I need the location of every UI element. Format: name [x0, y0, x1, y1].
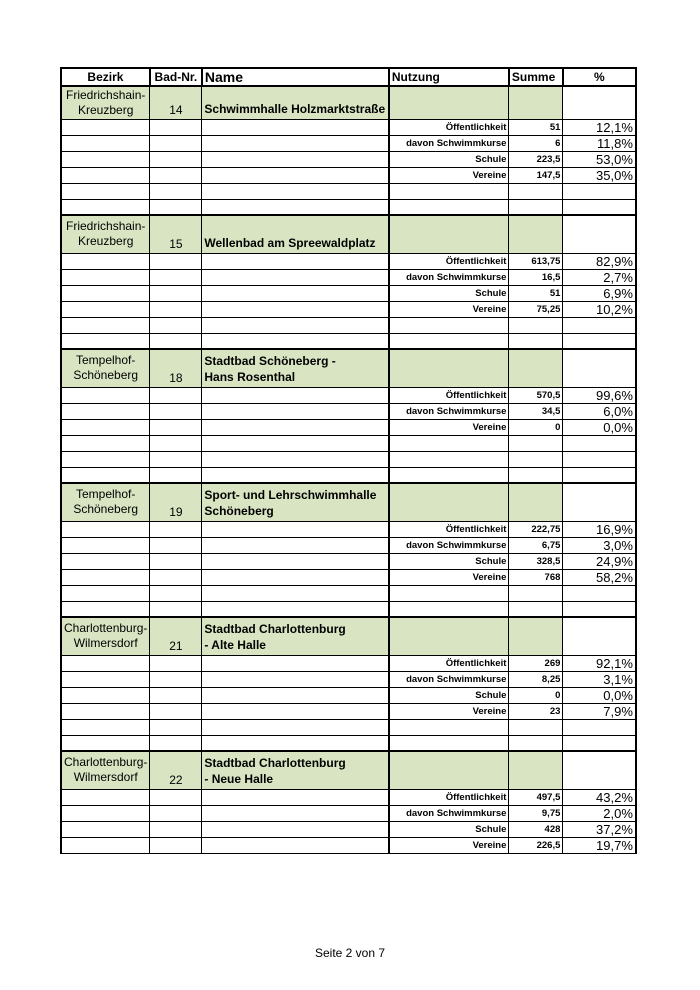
usage-percent-cell: 19,7% [563, 837, 636, 853]
usage-type-cell: Vereine [389, 167, 509, 183]
empty-cell [61, 585, 150, 601]
usage-sum-cell: 8,25 [509, 671, 563, 687]
usage-type-cell: Öffentlichkeit [389, 789, 509, 805]
section-fill-cell [509, 86, 563, 119]
empty-cell [202, 135, 389, 151]
section-fill-cell [509, 215, 563, 253]
empty-cell [563, 601, 636, 617]
empty-cell [509, 199, 563, 215]
empty-cell [150, 719, 202, 735]
blank-row [61, 435, 636, 451]
pool-section-header [61, 349, 636, 387]
usage-sum-cell: 328,5 [509, 553, 563, 569]
empty-cell [202, 805, 389, 821]
usage-row [61, 253, 636, 269]
usage-sum-cell: 0 [509, 419, 563, 435]
empty-cell [61, 403, 150, 419]
usage-percent-cell: 99,6% [563, 387, 636, 403]
usage-row [61, 837, 636, 853]
empty-cell [202, 703, 389, 719]
empty-cell [202, 719, 389, 735]
pool-name-cell: Stadtbad Charlottenburg - Alte Halle [202, 617, 389, 655]
usage-row [61, 119, 636, 135]
blank-row [61, 735, 636, 751]
empty-cell [202, 671, 389, 687]
empty-cell [61, 301, 150, 317]
empty-cell [150, 687, 202, 703]
blank-row [61, 585, 636, 601]
empty-cell [202, 821, 389, 837]
blank-row [61, 467, 636, 483]
usage-sum-cell: 6,75 [509, 537, 563, 553]
usage-type-cell: davon Schwimmkurse [389, 671, 509, 687]
header-summe: Summe [509, 68, 563, 86]
empty-cell [202, 183, 389, 199]
empty-cell [61, 601, 150, 617]
empty-cell [150, 387, 202, 403]
usage-percent-cell: 82,9% [563, 253, 636, 269]
usage-sum-cell: 34,5 [509, 403, 563, 419]
empty-cell [150, 585, 202, 601]
usage-percent-cell: 24,9% [563, 553, 636, 569]
usage-type-cell: Vereine [389, 569, 509, 585]
usage-percent-cell: 3,0% [563, 537, 636, 553]
usage-row [61, 167, 636, 183]
usage-type-cell: davon Schwimmkurse [389, 805, 509, 821]
empty-cell [150, 435, 202, 451]
usage-percent-cell: 0,0% [563, 687, 636, 703]
empty-cell [202, 285, 389, 301]
empty-cell [150, 805, 202, 821]
empty-cell [150, 821, 202, 837]
usage-row [61, 301, 636, 317]
usage-sum-cell: 9,75 [509, 805, 563, 821]
empty-cell [61, 333, 150, 349]
empty-cell [61, 167, 150, 183]
empty-cell [150, 735, 202, 751]
usage-type-cell: Vereine [389, 703, 509, 719]
usage-percent-cell: 43,2% [563, 789, 636, 805]
empty-cell [150, 419, 202, 435]
section-fill-cell [509, 349, 563, 387]
usage-type-cell: Vereine [389, 837, 509, 853]
usage-type-cell: Öffentlichkeit [389, 655, 509, 671]
usage-type-cell: Öffentlichkeit [389, 521, 509, 537]
section-fill-cell [389, 86, 509, 119]
empty-cell [509, 451, 563, 467]
usage-row [61, 687, 636, 703]
empty-cell [202, 687, 389, 703]
empty-cell [389, 435, 509, 451]
empty-cell [150, 301, 202, 317]
pool-name-cell: Sport- und Lehrschwimmhalle Schöneberg [202, 483, 389, 521]
empty-cell [509, 601, 563, 617]
empty-cell [202, 317, 389, 333]
empty-cell [150, 167, 202, 183]
usage-type-cell: Schule [389, 553, 509, 569]
empty-cell [150, 285, 202, 301]
empty-cell [150, 837, 202, 853]
district-cell: Friedrichshain- Kreuzberg [61, 215, 150, 253]
blank-row [61, 183, 636, 199]
section-fill-cell [509, 483, 563, 521]
empty-cell [150, 703, 202, 719]
empty-cell [61, 387, 150, 403]
empty-cell [61, 687, 150, 703]
section-fill-cell [509, 751, 563, 789]
usage-type-cell: Öffentlichkeit [389, 119, 509, 135]
usage-sum-cell: 269 [509, 655, 563, 671]
empty-cell [389, 451, 509, 467]
empty-cell [61, 119, 150, 135]
usage-type-cell: davon Schwimmkurse [389, 537, 509, 553]
usage-percent-cell: 6,0% [563, 403, 636, 419]
empty-cell [61, 735, 150, 751]
header-percent: % [563, 68, 636, 86]
usage-percent-cell: 2,0% [563, 805, 636, 821]
usage-row [61, 553, 636, 569]
empty-cell [563, 719, 636, 735]
usage-row [61, 703, 636, 719]
usage-sum-cell: 428 [509, 821, 563, 837]
empty-cell [509, 467, 563, 483]
empty-cell [202, 419, 389, 435]
empty-cell [61, 553, 150, 569]
empty-cell [509, 585, 563, 601]
empty-cell [150, 601, 202, 617]
section-fill-cell [389, 483, 509, 521]
usage-type-cell: Öffentlichkeit [389, 387, 509, 403]
usage-row [61, 151, 636, 167]
empty-cell [61, 837, 150, 853]
empty-cell [563, 751, 636, 789]
pool-name-cell: Wellenbad am Spreewaldplatz [202, 215, 389, 253]
usage-sum-cell: 51 [509, 285, 563, 301]
usage-percent-cell: 3,1% [563, 671, 636, 687]
empty-cell [563, 467, 636, 483]
empty-cell [202, 521, 389, 537]
blank-row [61, 317, 636, 333]
empty-cell [202, 403, 389, 419]
section-fill-cell [389, 617, 509, 655]
pool-section-header [61, 617, 636, 655]
header-bezirk: Bezirk [61, 68, 150, 86]
empty-cell [202, 199, 389, 215]
header-nutzung: Nutzung [389, 68, 509, 86]
usage-sum-cell: 226,5 [509, 837, 563, 853]
empty-cell [150, 317, 202, 333]
empty-cell [61, 269, 150, 285]
empty-cell [202, 301, 389, 317]
usage-percent-cell: 37,2% [563, 821, 636, 837]
blank-row [61, 719, 636, 735]
empty-cell [202, 537, 389, 553]
empty-cell [61, 253, 150, 269]
pool-name-cell: Schwimmhalle Holzmarktstraße [202, 86, 389, 119]
usage-percent-cell: 7,9% [563, 703, 636, 719]
usage-row [61, 135, 636, 151]
district-cell: Charlottenburg- Wilmersdorf [61, 751, 150, 789]
empty-cell [202, 451, 389, 467]
pool-number-cell: 19 [150, 483, 202, 521]
empty-cell [202, 167, 389, 183]
usage-row [61, 419, 636, 435]
empty-cell [202, 789, 389, 805]
empty-cell [202, 601, 389, 617]
usage-type-cell: Schule [389, 151, 509, 167]
section-fill-cell [389, 215, 509, 253]
empty-cell [61, 467, 150, 483]
usage-row [61, 821, 636, 837]
district-cell: Charlottenburg- Wilmersdorf [61, 617, 150, 655]
usage-sum-cell: 223,5 [509, 151, 563, 167]
district-cell: Tempelhof- Schöneberg [61, 483, 150, 521]
empty-cell [150, 333, 202, 349]
empty-cell [150, 553, 202, 569]
usage-type-cell: Schule [389, 687, 509, 703]
empty-cell [389, 719, 509, 735]
empty-cell [563, 451, 636, 467]
empty-cell [509, 317, 563, 333]
empty-cell [61, 419, 150, 435]
usage-type-cell: Schule [389, 285, 509, 301]
empty-cell [509, 333, 563, 349]
usage-percent-cell: 10,2% [563, 301, 636, 317]
empty-cell [61, 285, 150, 301]
empty-cell [61, 521, 150, 537]
empty-cell [61, 789, 150, 805]
empty-cell [563, 199, 636, 215]
usage-row [61, 671, 636, 687]
blank-row [61, 333, 636, 349]
usage-sum-cell: 147,5 [509, 167, 563, 183]
empty-cell [563, 183, 636, 199]
usage-sum-cell: 51 [509, 119, 563, 135]
empty-cell [61, 537, 150, 553]
usage-row [61, 285, 636, 301]
empty-cell [61, 569, 150, 585]
usage-percent-cell: 11,8% [563, 135, 636, 151]
empty-cell [61, 317, 150, 333]
usage-row [61, 521, 636, 537]
empty-cell [563, 617, 636, 655]
section-fill-cell [389, 349, 509, 387]
usage-type-cell: Schule [389, 821, 509, 837]
empty-cell [61, 183, 150, 199]
table-header-row [61, 68, 636, 86]
empty-cell [61, 805, 150, 821]
empty-cell [61, 151, 150, 167]
section-fill-cell [389, 751, 509, 789]
blank-row [61, 601, 636, 617]
pool-number-cell: 18 [150, 349, 202, 387]
empty-cell [150, 151, 202, 167]
empty-cell [202, 553, 389, 569]
empty-cell [150, 671, 202, 687]
empty-cell [389, 317, 509, 333]
usage-sum-cell: 16,5 [509, 269, 563, 285]
empty-cell [563, 435, 636, 451]
empty-cell [150, 451, 202, 467]
usage-sum-cell: 613,75 [509, 253, 563, 269]
usage-sum-cell: 222,75 [509, 521, 563, 537]
empty-cell [509, 719, 563, 735]
empty-cell [389, 333, 509, 349]
empty-cell [202, 253, 389, 269]
empty-cell [202, 269, 389, 285]
empty-cell [389, 601, 509, 617]
usage-type-cell: davon Schwimmkurse [389, 135, 509, 151]
usage-row [61, 537, 636, 553]
empty-cell [150, 403, 202, 419]
empty-cell [61, 821, 150, 837]
empty-cell [202, 655, 389, 671]
usage-type-cell: Öffentlichkeit [389, 253, 509, 269]
empty-cell [202, 467, 389, 483]
usage-row [61, 805, 636, 821]
empty-cell [150, 253, 202, 269]
empty-cell [563, 317, 636, 333]
empty-cell [202, 735, 389, 751]
usage-percent-cell: 53,0% [563, 151, 636, 167]
empty-cell [61, 671, 150, 687]
empty-cell [563, 86, 636, 119]
page-footer: Seite 2 von 7 [314, 946, 386, 960]
empty-cell [202, 569, 389, 585]
blank-row [61, 199, 636, 215]
usage-percent-cell: 0,0% [563, 419, 636, 435]
usage-type-cell: davon Schwimmkurse [389, 403, 509, 419]
empty-cell [150, 655, 202, 671]
empty-cell [202, 585, 389, 601]
pool-number-cell: 22 [150, 751, 202, 789]
usage-sum-cell: 768 [509, 569, 563, 585]
empty-cell [509, 183, 563, 199]
empty-cell [150, 569, 202, 585]
usage-percent-cell: 58,2% [563, 569, 636, 585]
empty-cell [150, 789, 202, 805]
section-fill-cell [509, 617, 563, 655]
usage-type-cell: Vereine [389, 419, 509, 435]
empty-cell [150, 537, 202, 553]
district-cell: Friedrichshain- Kreuzberg [61, 86, 150, 119]
usage-row [61, 655, 636, 671]
usage-percent-cell: 2,7% [563, 269, 636, 285]
usage-row [61, 403, 636, 419]
usage-percent-cell: 16,9% [563, 521, 636, 537]
empty-cell [202, 837, 389, 853]
empty-cell [202, 151, 389, 167]
usage-sum-cell: 497,5 [509, 789, 563, 805]
empty-cell [150, 135, 202, 151]
empty-cell [61, 435, 150, 451]
empty-cell [150, 521, 202, 537]
blank-row [61, 451, 636, 467]
pool-number-cell: 15 [150, 215, 202, 253]
empty-cell [61, 199, 150, 215]
empty-cell [389, 467, 509, 483]
empty-cell [389, 585, 509, 601]
pool-name-cell: Stadtbad Charlottenburg - Neue Halle [202, 751, 389, 789]
usage-sum-cell: 570,5 [509, 387, 563, 403]
empty-cell [150, 199, 202, 215]
usage-row [61, 789, 636, 805]
empty-cell [389, 735, 509, 751]
empty-cell [563, 333, 636, 349]
empty-cell [202, 387, 389, 403]
empty-cell [150, 183, 202, 199]
usage-percent-cell: 6,9% [563, 285, 636, 301]
usage-sum-cell: 0 [509, 687, 563, 703]
empty-cell [563, 483, 636, 521]
usage-type-cell: davon Schwimmkurse [389, 269, 509, 285]
empty-cell [563, 349, 636, 387]
empty-cell [563, 585, 636, 601]
usage-row [61, 269, 636, 285]
usage-percent-cell: 12,1% [563, 119, 636, 135]
pool-section-header [61, 483, 636, 521]
district-cell: Tempelhof- Schöneberg [61, 349, 150, 387]
usage-percent-cell: 92,1% [563, 655, 636, 671]
empty-cell [389, 199, 509, 215]
usage-type-cell: Vereine [389, 301, 509, 317]
empty-cell [150, 119, 202, 135]
usage-sum-cell: 23 [509, 703, 563, 719]
pool-section-header [61, 215, 636, 253]
usage-sum-cell: 75,25 [509, 301, 563, 317]
empty-cell [509, 735, 563, 751]
empty-cell [509, 435, 563, 451]
empty-cell [61, 703, 150, 719]
empty-cell [563, 215, 636, 253]
pool-section-header [61, 86, 636, 119]
empty-cell [150, 269, 202, 285]
empty-cell [202, 333, 389, 349]
pool-usage-table [60, 67, 637, 854]
empty-cell [202, 119, 389, 135]
usage-row [61, 387, 636, 403]
usage-sum-cell: 6 [509, 135, 563, 151]
empty-cell [563, 735, 636, 751]
header-name: Name [202, 68, 389, 86]
empty-cell [61, 719, 150, 735]
usage-percent-cell: 35,0% [563, 167, 636, 183]
empty-cell [150, 467, 202, 483]
header-bad-nr: Bad-Nr. [150, 68, 202, 86]
pool-number-cell: 14 [150, 86, 202, 119]
pool-number-cell: 21 [150, 617, 202, 655]
empty-cell [389, 183, 509, 199]
usage-row [61, 569, 636, 585]
empty-cell [61, 655, 150, 671]
empty-cell [61, 135, 150, 151]
pool-section-header [61, 751, 636, 789]
empty-cell [61, 451, 150, 467]
pool-name-cell: Stadtbad Schöneberg - Hans Rosenthal [202, 349, 389, 387]
empty-cell [202, 435, 389, 451]
